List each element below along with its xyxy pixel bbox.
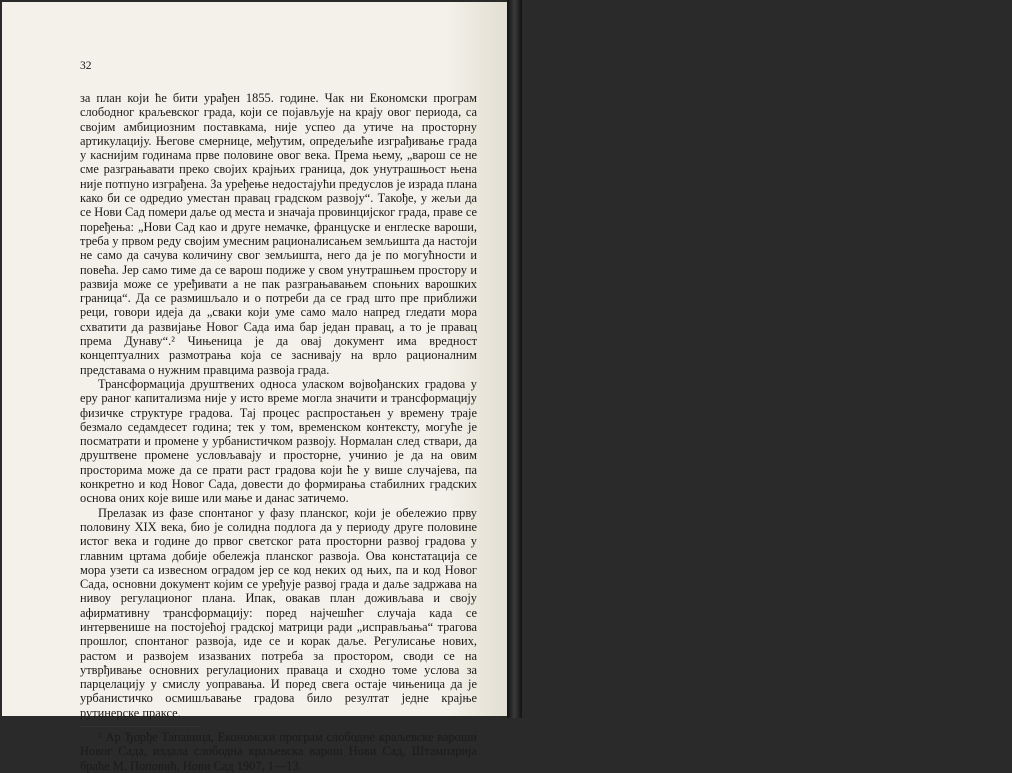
left-paragraph-1: за план који ће бити урађен 1855. године. Чак ни Економски програм слободног краљевског града, који се појављује на крају овог периода, са својим амбициозним поставкама, није успео да утиче на просторну артикулацију. Његове смернице, међутим, опредељиће изграђивање града у каснијим годинама прве половине овог века. Према њему, „варош се не сме разграњавати преко својих крајњих граница, док унутрашњост њена није потпуно изграђена. За уређење недостајући предуслов је израда плана како би се одредио уместан правац градском развоју“. Такође, у жељи да се Нови Сад помери даље од места и значаја провинцијског града, праве се поређења: „Нови Сад као и друге немачке, француске и енглеске вароши, треба у првом реду својим умесним рационалисањем земљишта да настоји не само да сачува количину свог земљишта, него да је по могућности и повећа. Јер само тиме да се варош подиже у свом унутрашњем простору и развија може се уређивати а не пак разграњавањем споњних варошких граница“. Да се размишљало и о потреби да се град што пре приближи реци, говори идеја да „сваки који уме само мало напред гледати мора схватити да развијање Новог Сада има бар један правац, а то је правац према Дунаву“.² Чињеница је да овај документ има вредност концептуалних размотрања која се заснивају на врло рационалним представама о нужним правцима развоја града. (80, 91, 477, 377)
footnote: ² Ар Ђорђе Тапавица, Економски програм слободне краљевске вароши Новог Сада, издала слободна краљевска варош Нови Сад, Штампарија браће М. Поповић, Нови Сад 1907, 1—13. (80, 730, 477, 773)
left-page-number: 32 (80, 60, 92, 72)
footnote-divider (80, 726, 200, 727)
left-paragraph-2: Трансформација друштвених односа уласком војвођанских градова у еру раног капитализма није у исто време могла значити и трансформацију физичке структуре градова. Тај процес распростањен у времену траје безмало седамдесет година; тек у том, временском контексту, могуће је посматрати и промене у урбанистичком развоју. Нормалан след ствари, да друштвене промене условљавају и просторне, учинио је да на овим просторима може да се прати раст градова који ће у више случајева, па конкретно и код Новог Сада, довести до формирања стабилних градских основа оних које више или мање и данас затичемо. (80, 376, 477, 506)
left-paragraph-3: Прелазак из фазе спонтаног у фазу планског, који је обележио прву половину XIX века, био је солидна подлога да у периоду друге половине истог века и године до првог светског рата просторни развој градова у главним цртама добије обележја планског развоја. Ова констатација се мора узети са извесном оградом јер се код неких од њих, па и код Новог Сада, основни документ којим се уређује развој града и даље задржава на нивоу регулационог плана. Ипак, овакав план доживљава и своју афирмативну трансформацију: поред најчешћег случаја када се интервенише на постојећој градској матрици ради „исправљања“ трагова прошлог, спонтаног развоја, иде се и корак даље. Регулисање нових, растом и развојем изазваних потреба за простором, своди се на утврђивање основних регулационих праваца и сходно томе услова за парцелацију у смислу уоправања. И поред свега остаје чињеница да је урбанистичко осмишљавање градова било резултат једне крајње рутинерске праксе. (80, 505, 477, 720)
book-gutter (507, 0, 522, 718)
left-page (2, 2, 507, 773)
left-page-body (80, 91, 477, 773)
